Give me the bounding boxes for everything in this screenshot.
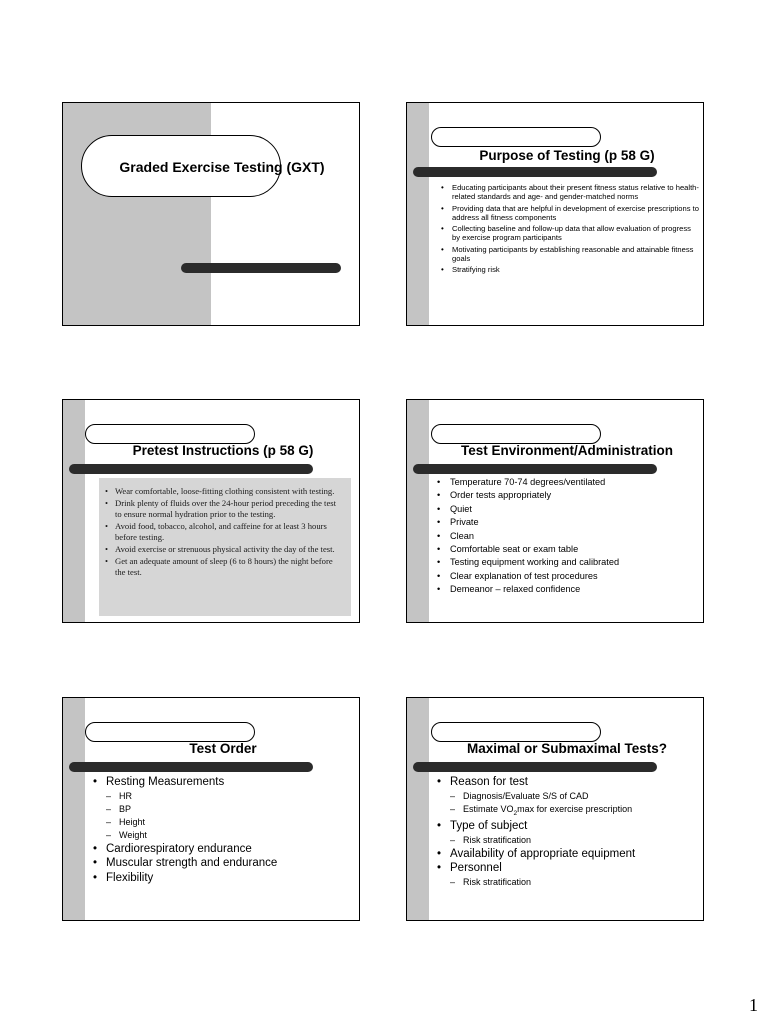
list-item: • Availability of appropriate equipment [437, 847, 699, 862]
list-item-text: Personnel [450, 862, 502, 875]
title-bar [413, 762, 657, 772]
list-item: • Drink plenty of fluids over the 24-hour period preceding the test to ensure normal hydration prior to the testing. [103, 498, 343, 521]
list-item: • Clear explanation of test procedures [437, 570, 699, 583]
list-item: • Flexibility [93, 871, 355, 886]
title-pill [85, 424, 255, 444]
sub-list [450, 834, 699, 847]
sub-text: Estimate VO [463, 803, 514, 814]
list-item: • Private [437, 516, 699, 529]
list-item: • Quiet [437, 503, 699, 516]
list-item [437, 819, 699, 847]
slide-5 [62, 697, 360, 921]
list-item: • Comfortable seat or exam table [437, 543, 699, 556]
purpose-list [441, 183, 701, 277]
list-item: • Avoid food, tobacco, alcohol, and caffeine for at least 3 hours before testing. [103, 521, 343, 544]
list-item: • Get an adequate amount of sleep (6 to 8 hours) the night before the test. [103, 556, 343, 579]
slide-1 [62, 102, 360, 326]
list-item-text: Type of subject [450, 820, 528, 833]
slide-stripe [407, 698, 429, 920]
slide-2 [406, 102, 704, 326]
slide-6 [406, 697, 704, 921]
title-bar [413, 167, 657, 177]
list-item: • Order tests appropriately [437, 489, 699, 502]
title-bar [181, 263, 341, 273]
slide-4-title: Test Environment/Administration [460, 443, 674, 458]
sub-list-item: – Diagnosis/Evaluate S/S of CAD [450, 790, 699, 803]
title-pill [431, 127, 601, 147]
slide-5-title: Test Order [189, 741, 257, 756]
environment-list [437, 476, 699, 597]
list-item [93, 775, 355, 842]
subscript-text: 2 [513, 809, 518, 817]
sub-list-item: – Height [106, 816, 355, 829]
sub-list-item: – BP [106, 803, 355, 816]
list-item: • Providing data that are helpful in development of exercise prescriptions to address all fitness components [441, 204, 701, 222]
title-pill [431, 424, 601, 444]
page-number: 1 [749, 995, 758, 1015]
list-item [437, 775, 699, 819]
sub-list [106, 790, 355, 842]
title-pill [431, 722, 601, 742]
list-item: • Collecting baseline and follow-up data that allow evaluation of progress by exercise program participants [441, 224, 701, 242]
list-item [437, 861, 699, 889]
sub-text: max for exercise prescription [517, 803, 633, 814]
sub-list [450, 790, 699, 820]
list-item: • Clean [437, 530, 699, 543]
title-bar [413, 464, 657, 474]
test-order-list [93, 775, 355, 885]
list-item: • Testing equipment working and calibrated [437, 556, 699, 569]
list-item: • Stratifying risk [441, 265, 701, 274]
title-bar [69, 762, 313, 772]
slide-stripe [63, 400, 85, 622]
sub-list-item: – Risk stratification [450, 876, 699, 889]
slide-3 [62, 399, 360, 623]
slide-6-title: Maximal or Submaximal Tests? [466, 741, 668, 756]
list-item: • Motivating participants by establishing reasonable and attainable fitness goals [441, 245, 701, 263]
slide-1-title: Graded Exercise Testing (GXT) [119, 159, 325, 175]
list-item: • Educating participants about their present fitness status relative to health-related standards and age- and gender-matched norms [441, 183, 701, 201]
slide-stripe [407, 400, 429, 622]
slide-stripe [63, 698, 85, 920]
sub-list-item [450, 803, 699, 820]
scanned-instructions-image [99, 478, 351, 616]
list-item: • Temperature 70-74 degrees/ventilated [437, 476, 699, 489]
sub-list [450, 876, 699, 889]
sub-list-item: – Risk stratification [450, 834, 699, 847]
list-item: • Demeanor – relaxed confidence [437, 583, 699, 596]
slide-stripe [407, 103, 429, 325]
title-pill [85, 722, 255, 742]
list-item: • Muscular strength and endurance [93, 856, 355, 871]
slide-4 [406, 399, 704, 623]
title-bar [69, 464, 313, 474]
list-item: • Avoid exercise or strenuous physical activity the day of the test. [103, 544, 343, 556]
list-item: • Cardiorespiratory endurance [93, 842, 355, 857]
sub-list-item: – HR [106, 790, 355, 803]
list-item-text: Reason for test [450, 776, 528, 788]
slide-2-title: Purpose of Testing (p 58 G) [479, 148, 655, 163]
list-item: • Wear comfortable, loose-fitting clothing consistent with testing. [103, 486, 343, 498]
list-item-text: Resting Measurements [106, 776, 225, 788]
test-type-list [437, 775, 699, 889]
sub-list-item: – Weight [106, 829, 355, 842]
slide-3-title: Pretest Instructions (p 58 G) [132, 443, 314, 458]
